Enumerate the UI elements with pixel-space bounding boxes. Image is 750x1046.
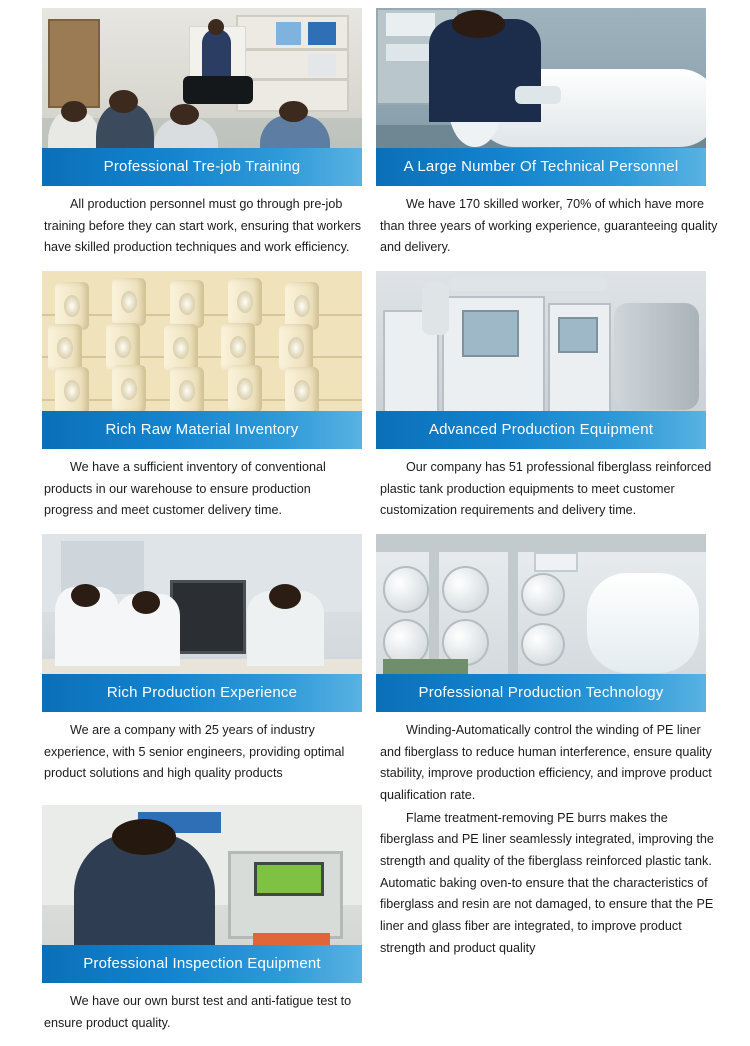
text-technical-personnel bbox=[376, 186, 728, 269]
paragraph: We have 170 skilled worker, 70% of which have more than three years of working experience, guaranteeing quality and delivery. bbox=[380, 197, 718, 255]
photo-technical-personnel bbox=[376, 8, 706, 186]
caption-production-technology: Professional Production Technology bbox=[376, 674, 706, 712]
paragraph: We have a sufficient inventory of conventional products in our warehouse to ensure production progress and meet customer delivery time. bbox=[44, 459, 326, 518]
text-pre-job-training bbox=[10, 186, 362, 269]
photo-production-technology bbox=[376, 534, 706, 712]
caption-pre-job-training: Professional Tre-job Training bbox=[42, 148, 362, 186]
photo-pre-job-training bbox=[42, 8, 362, 186]
text-raw-material-inventory bbox=[10, 449, 362, 532]
paragraph: Our company has 51 professional fiberglass reinforced plastic tank production equipments to meet customer customization requirements and delivery time. bbox=[380, 459, 712, 518]
paragraph: Flame treatment-removing PE burrs makes the fiberglass and PE liner seamlessly integrated, improving the strength and quality of the fiberglass reinforced plastic tank. Automatic baking oven-to ensure that the characteristics of fiberglass and resin are not damaged, to ensure that the PE liner and glass fiber are integrated, to improve product strength and product quality bbox=[380, 810, 714, 955]
card-production-technology bbox=[376, 534, 728, 969]
paragraph: All production personnel must go through pre-job training before they can start work, ensuring that workers have skilled production techniques and work efficiency. bbox=[44, 197, 362, 255]
caption-advanced-production-equipment: Advanced Production Equipment bbox=[376, 411, 706, 449]
left-column bbox=[10, 8, 362, 1046]
photo-advanced-production-equipment bbox=[376, 271, 706, 449]
card-raw-material-inventory bbox=[10, 271, 362, 532]
text-production-technology bbox=[376, 712, 728, 969]
card-production-experience bbox=[10, 534, 362, 795]
card-inspection-equipment bbox=[10, 805, 362, 1044]
card-technical-personnel bbox=[376, 8, 728, 269]
card-advanced-production-equipment bbox=[376, 271, 728, 532]
text-advanced-production-equipment bbox=[376, 449, 728, 532]
photo-raw-material-inventory bbox=[42, 271, 362, 449]
right-column bbox=[376, 8, 728, 1046]
text-production-experience bbox=[10, 712, 362, 795]
caption-technical-personnel: A Large Number Of Technical Personnel bbox=[376, 148, 706, 186]
caption-raw-material-inventory: Rich Raw Material Inventory bbox=[42, 411, 362, 449]
paragraph: We have our own burst test and anti-fatigue test to ensure product quality. bbox=[44, 993, 352, 1030]
caption-production-experience: Rich Production Experience bbox=[42, 674, 362, 712]
text-inspection-equipment bbox=[10, 983, 362, 1044]
paragraph: We are a company with 25 years of industry experience, with 5 senior engineers, providing optimal product solutions and high quality products bbox=[44, 722, 345, 781]
card-pre-job-training bbox=[10, 8, 362, 269]
caption-inspection-equipment: Professional Inspection Equipment bbox=[42, 945, 362, 983]
cards-grid bbox=[10, 8, 740, 1046]
paragraph: Winding-Automatically control the winding of PE liner and fiberglass to reduce human interference, ensure quality stability, improve production efficiency, and improve product qualification rate. bbox=[380, 722, 712, 802]
photo-inspection-equipment bbox=[42, 805, 362, 983]
photo-production-experience bbox=[42, 534, 362, 712]
